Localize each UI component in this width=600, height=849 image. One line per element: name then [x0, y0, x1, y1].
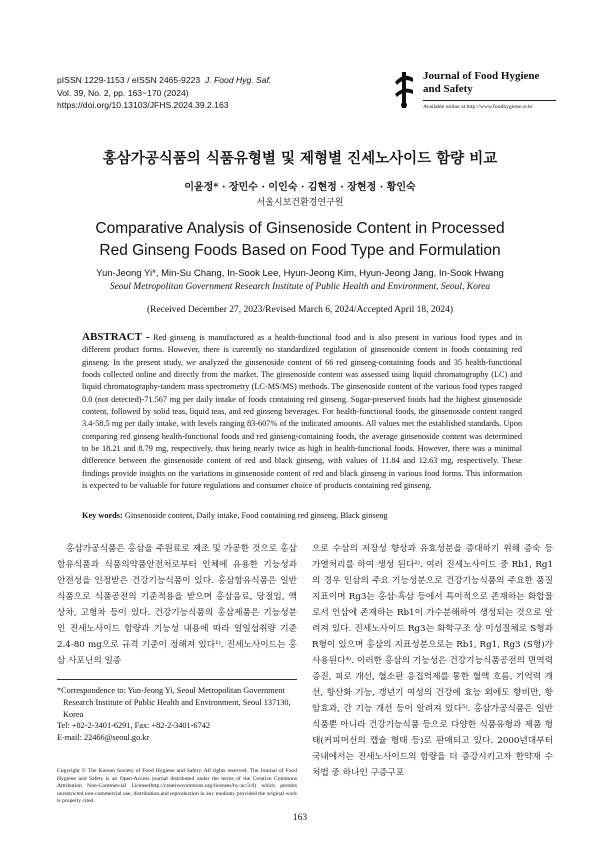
affiliation-korean: 서울시보건환경연구원 — [256, 198, 344, 208]
copyright-notice: Copyright © The Korean Society of Food Hygiene and Safety. All rights reserved. The Journal of Food Hygiene and Safety is an Open-Access journal distributed under the terms of the Creative Commons Attribution Non-Commercial License(http://creativecommons.org/licenses/by-nc/3.0) which permits unrestricted non-commercial use, distribution,and reproduction in any medium, provided the original work is properly cited. — [57, 768, 297, 805]
abstract-text: Red ginseng is manufactured as a health-functional food and is also present in various food types and in different product forms. However, there is currently no standardized regulation of ginsenoside content in foods containing red ginseng. In the present study, we analyzed the ginsenoside content of 66 red ginseng-containing foods and 35 health-functional foods collected online and directly from the market. The ginsenoside content was assessed using liquid chromatography (LC) and liquid chromatography-tandem mass spectrometry (LC-MS/MS) methods. The ginsenoside content of the various food types ranged 0.0 (not detected)-71.567 mg per daily intake of foods containing red ginseng. Sugar-preserved foods had the highest ginsenoside content, followed by solid teas, liquid teas, and red ginseng beverages. For health-functional foods, the ginsenoside content ranged 3.4-58.5 mg per daily intake, with levels ranging 83-607% of the indicated amounts. All values met the established standards. Upon comparing red ginseng health-functional foods and red ginseng-containing foods, the average ginsenoside content was determined to be 18.21 and 8.79 mg, respectively, thus being nearly twice as high in health-functional foods. However, there was a minimal difference between the ginsenoside content of red and black ginseng, with values of 11.84 and 12.63 mg, respectively. These findings provide insights on the variations in ginsenoside content of red and black ginseng in various food forms. This information is expected to be valuable for future regulations and consumer choice of products containing red ginseng. — [82, 333, 523, 491]
volume-text: Vol. 39, No. 2, pp. 163~170 (2024) — [57, 87, 189, 98]
affiliation-english: Seoul Metropolitan Government Research Institute of Public Health and Environment, Seoul, Korea — [109, 282, 491, 292]
title-english: Comparative Analysis of Ginsenoside Content in Processed Red Ginseng Foods Based on Food Type and Formulation — [95, 220, 505, 259]
authors-english: Yun-Jeong Yi*, Min-Su Chang, In-Sook Lee, Hyun-Jeong Kim, Hyun-Jeong Jang, In-Sook Hwang — [96, 268, 504, 279]
issn-text: pISSN 1229-1153 / eISSN 2465-9223 — [57, 75, 201, 85]
phone-text: Tel: +82-2-3401-6291, Fax: +82-2-3401-6742 — [57, 721, 211, 731]
keywords — [82, 511, 522, 520]
title-korean: 홍삼가공식품의 식품유형별 및 제형별 진세노사이드 함량 비교 — [102, 150, 498, 167]
correspondence-text: *Correspondence to: Yun-Jeong Yi, Seoul Metropolitan Government Research Institute of Public Health and Environment, Seoul 137130, Korea — [57, 686, 291, 719]
page-number: 163 — [292, 813, 308, 823]
journal-name: Journal of Food Hygiene and Safety — [423, 70, 540, 95]
keywords-text: Ginsenoside content, Daily intake, Food containing red ginseng, Black ginseng — [124, 511, 388, 520]
keywords-label: Key words: — [82, 511, 123, 520]
journal-divider — [423, 100, 556, 101]
journal-citation-block — [57, 74, 357, 112]
journal-abbrev: J. Food Hyg. Saf. — [204, 75, 272, 85]
footnote-divider — [57, 679, 297, 680]
doi-link[interactable]: https://doi.org/10.13103/JFHS.2024.39.2.163 — [57, 100, 229, 110]
journal-logo-icon — [393, 70, 415, 110]
received-dates: (Received December 27, 2023/Revised March 6, 2024/Accepted April 18, 2024) — [146, 305, 454, 315]
body-column-right: 으로 수삼의 저장성 향상과 유효성분을 증대하기 위해 증숙 등 가열처리를 하여 생성 된다²⁾. 여러 진세노사이드 중 Rb1, Rg1의 경우 인삼의 주요 기능성분으로 건강기능식품의 주요한 품질 지표이며 Rg3는 홍삼·흑삼 등에서 특이적으로 존재하는 화합물로서 인삼에 존재하는 Rb1이 가수분해하여 생성되는 것으로 알려져 있다. 진세노사이드 Rg3는 화학구조 상 이성질체로 S형과 R형이 있으며 홍삼의 지표성분으로는 Rb1, Rg1, Rg3 (S형)가 사용된다⁴⁾. 이러한 홍삼의 기능성은 건강기능식품공전의 면역력 증진, 피로 개선, 혈소판 응집억제를 통한 혈액 흐름, 기억력 개선, 항산화 기능, 갱년기 여성의 건강에 효능 외에도 항비만, 항암효과, 간 기능 개선 등이 알려져 있다⁵⁾. 홍삼가공식품은 일반식품뿐 아니라 건강기능식품 등으로 다양한 식품유형과 제품 형태(커피머신의 캡슐 형태 등)로 판매되고 있다. 2000년대부터 국내에서는 진세노사이드의 함량을 더 증강시키고자 한약재 수처법 중 하나인 구증구포 — [312, 544, 553, 778]
authors-korean: 이윤정* · 장민수 · 이인숙 · 김현정 · 장현정 · 황인숙 — [184, 182, 416, 193]
body-column-left: 홍삼가공식품은 홍삼을 주원료로 제조 및 가공한 것으로 홍삼함유식품과 식품의약품안전처로부터 인체에 유용한 기능성과 안전성을 인정받은 건강기능식품이 있다. 홍삼함유식품은 일반식품으로 식품공전의 기준적용을 받으며 홍삼음료, 당절임, 액상차, 고형차 등이 있다. 건강기능식품의 홍삼제품은 기능성분인 진세노사이드 함량과 기능성 내용에 따라 일일섭취량 기준 2.4-80 mg으로 규격 기준이 정해져 있다¹⁾. 진세노사이드는 홍삼 사포닌의 일종 — [57, 544, 297, 666]
correspondence-footnote — [57, 685, 297, 744]
abstract — [82, 331, 522, 492]
email-text[interactable]: E-mail: 22466@seoul.go.kr — [57, 733, 150, 743]
journal-availability: Available online at http://www.foodhygiene.or.kr — [423, 104, 533, 110]
abstract-label: ABSTRACT - — [82, 331, 150, 343]
